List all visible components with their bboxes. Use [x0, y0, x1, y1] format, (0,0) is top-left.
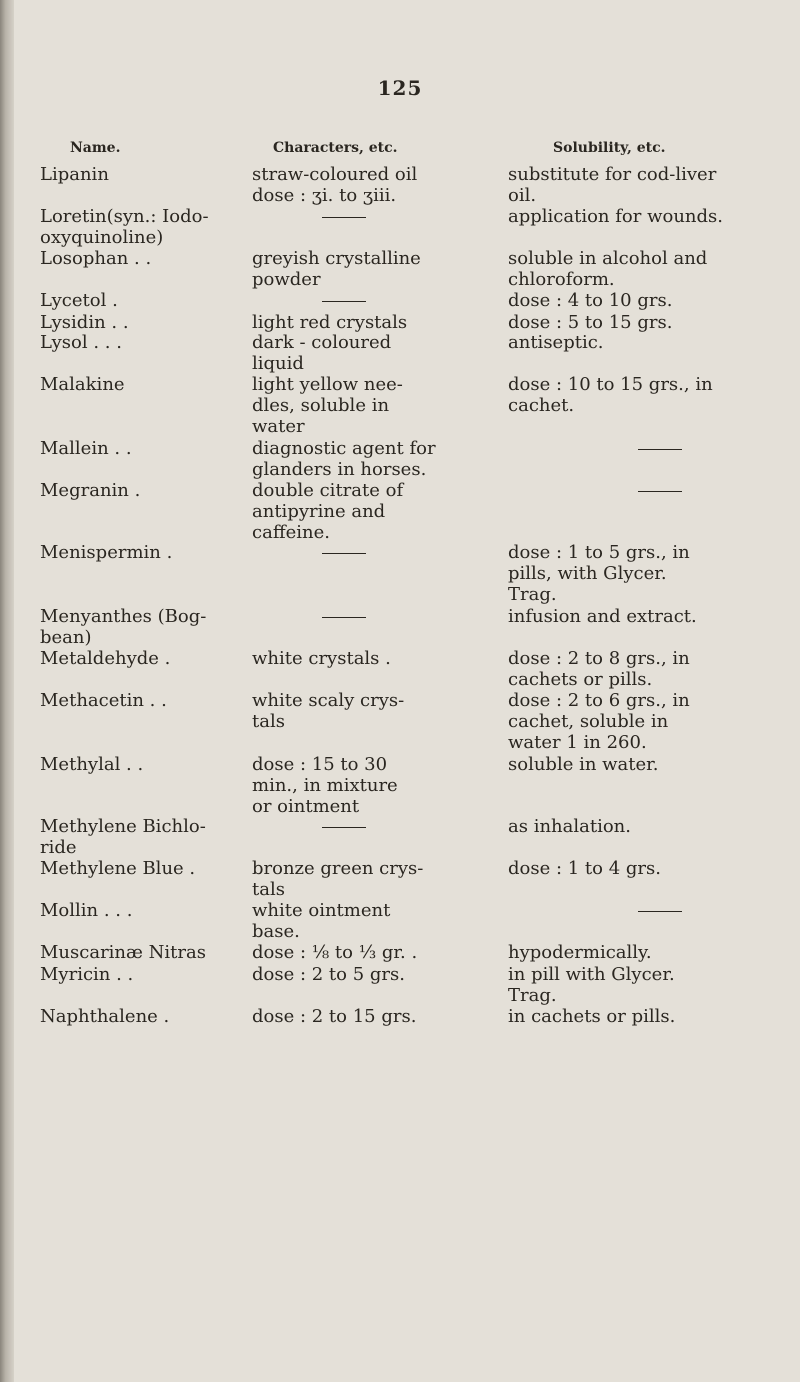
text-line: application for wounds. [508, 206, 723, 227]
drug-solubility [508, 312, 784, 333]
text-line: Megranin . [40, 480, 141, 501]
drug-name [40, 374, 262, 395]
drug-solubility [508, 542, 784, 605]
drug-characters [252, 438, 502, 480]
text-line [508, 438, 784, 459]
drug-solubility [508, 164, 784, 206]
drug-solubility [508, 858, 784, 879]
drug-characters [252, 248, 502, 290]
dash-rule [322, 617, 366, 618]
drug-solubility [508, 332, 784, 353]
drug-characters [252, 312, 502, 333]
header-solubility: Solubility, etc. [553, 140, 666, 156]
text-line: dose : 5 to 15 grs. [508, 312, 673, 333]
text-line: in pill with Glycer. [508, 964, 675, 985]
text-line: soluble in water. [508, 754, 659, 775]
text-line: dose : ⅛ to ⅓ gr. . [252, 942, 418, 963]
text-line: white ointment [252, 900, 391, 921]
text-line: diagnostic agent for [252, 438, 436, 459]
page-binding-edge [0, 0, 14, 1382]
text-line: dark - coloured [252, 332, 392, 353]
text-line: light yellow nee- [252, 374, 403, 395]
drug-solubility [508, 290, 784, 311]
header-name: Name. [70, 140, 121, 156]
text-line: Mollin . . . [40, 900, 133, 921]
drug-solubility [508, 438, 784, 459]
drug-solubility [508, 206, 784, 227]
text-line: dose : 10 to 15 grs., in [508, 374, 713, 395]
text-line: in cachets or pills. [508, 1006, 676, 1027]
text-line: light red crystals [252, 312, 408, 333]
drug-characters [252, 858, 502, 900]
drug-name [40, 648, 262, 669]
text-line: powder [252, 269, 321, 290]
text-line: min., in mixture [252, 775, 398, 796]
drug-characters [252, 290, 502, 311]
drug-name [40, 900, 262, 921]
text-line: dose : 2 to 8 grs., in [508, 648, 690, 669]
text-line: substitute for cod-liver [508, 164, 717, 185]
text-line [252, 606, 502, 627]
drug-name [40, 164, 262, 185]
text-line: oxyquinoline) [40, 227, 164, 248]
text-line [252, 542, 502, 563]
text-line: Methacetin . . [40, 690, 167, 711]
text-line: double citrate of [252, 480, 404, 501]
dash-rule [638, 911, 682, 912]
drug-solubility [508, 690, 784, 753]
text-line: Malakine [40, 374, 125, 395]
text-line: dose : 15 to 30 [252, 754, 388, 775]
drug-characters [252, 374, 502, 437]
text-line: or ointment [252, 796, 360, 817]
text-line: Trag. [508, 584, 557, 605]
text-line: Losophan . . [40, 248, 152, 269]
drug-solubility [508, 248, 784, 290]
drug-name [40, 206, 262, 248]
text-line: Myricin . . [40, 964, 134, 985]
text-line: Lysidin . . [40, 312, 129, 333]
drug-name [40, 438, 262, 459]
drug-solubility [508, 480, 784, 501]
text-line: cachet, soluble in [508, 711, 669, 732]
text-line: oil. [508, 185, 537, 206]
dash-rule [322, 217, 366, 218]
drug-name [40, 754, 262, 775]
drug-characters [252, 964, 502, 985]
drug-characters [252, 942, 502, 963]
text-line: cachet. [508, 395, 575, 416]
text-line: Muscarinæ Nitras [40, 942, 206, 963]
text-line: hypodermically. [508, 942, 652, 963]
drug-characters [252, 164, 502, 206]
text-line: tals [252, 879, 285, 900]
text-line: soluble in alcohol and [508, 248, 708, 269]
text-line: dose : 1 to 4 grs. [508, 858, 661, 879]
drug-characters [252, 754, 502, 817]
text-line: antiseptic. [508, 332, 604, 353]
text-line: Methylal . . [40, 754, 144, 775]
text-line: antipyrine and [252, 501, 386, 522]
text-line: Lycetol . [40, 290, 118, 311]
text-line: bean) [40, 627, 92, 648]
text-line: Menispermin . [40, 542, 173, 563]
drug-name [40, 858, 262, 879]
dash-rule [638, 449, 682, 450]
text-line [252, 290, 502, 311]
drug-solubility [508, 816, 784, 837]
text-line [252, 206, 502, 227]
text-line: greyish crystalline [252, 248, 421, 269]
text-line [252, 816, 502, 837]
text-line: dose : 2 to 6 grs., in [508, 690, 690, 711]
header-characters: Characters, etc. [273, 140, 398, 156]
text-line: Metaldehyde . [40, 648, 171, 669]
drug-name [40, 942, 262, 963]
text-line: cachets or pills. [508, 669, 653, 690]
drug-name [40, 606, 262, 648]
text-line: infusion and extract. [508, 606, 697, 627]
drug-name [40, 290, 262, 311]
dash-rule [322, 553, 366, 554]
text-line: dose : 2 to 5 grs. [252, 964, 405, 985]
drug-solubility [508, 1006, 784, 1027]
text-line: Loretin(syn.: Iodo- [40, 206, 209, 227]
drug-solubility [508, 942, 784, 963]
text-line: white scaly crys- [252, 690, 405, 711]
text-line: Naphthalene . [40, 1006, 170, 1027]
dash-rule [322, 827, 366, 828]
text-line: dose : 2 to 15 grs. [252, 1006, 417, 1027]
drug-characters [252, 206, 502, 227]
drug-solubility [508, 648, 784, 690]
text-line [508, 900, 784, 921]
drug-name [40, 690, 262, 711]
text-line: caffeine. [252, 522, 330, 543]
drug-characters [252, 332, 502, 374]
dash-rule [638, 491, 682, 492]
text-line: Methylene Blue . [40, 858, 196, 879]
text-line: white crystals . [252, 648, 391, 669]
text-line: dose : ʒi. to ʒiii. [252, 185, 397, 206]
text-line: dose : 1 to 5 grs., in [508, 542, 690, 563]
drug-name [40, 816, 262, 858]
text-line: chloroform. [508, 269, 615, 290]
text-line: bronze green crys- [252, 858, 424, 879]
drug-characters [252, 606, 502, 627]
drug-name [40, 312, 262, 333]
drug-name [40, 1006, 262, 1027]
drug-characters [252, 900, 502, 942]
drug-name [40, 480, 262, 501]
drug-solubility [508, 754, 784, 775]
drug-solubility [508, 900, 784, 921]
text-line: Lysol . . . [40, 332, 122, 353]
text-line: Mallein . . [40, 438, 132, 459]
text-line: tals [252, 711, 285, 732]
drug-characters [252, 690, 502, 732]
drug-characters [252, 542, 502, 563]
text-line: dose : 4 to 10 grs. [508, 290, 673, 311]
drug-characters [252, 816, 502, 837]
drug-characters [252, 1006, 502, 1027]
text-line: Lipanin [40, 164, 109, 185]
text-line: liquid [252, 353, 304, 374]
drug-characters [252, 480, 502, 543]
text-line: Menyanthes (Bog- [40, 606, 207, 627]
text-line: water 1 in 260. [508, 732, 647, 753]
drug-name [40, 542, 262, 563]
drug-name [40, 248, 262, 269]
drug-solubility [508, 606, 784, 627]
text-line: glanders in horses. [252, 459, 427, 480]
text-line [508, 480, 784, 501]
dash-rule [322, 301, 366, 302]
text-line: Methylene Bichlo- [40, 816, 206, 837]
text-line: Trag. [508, 985, 557, 1006]
page-number: 125 [377, 76, 423, 100]
text-line: straw-coloured oil [252, 164, 418, 185]
drug-name [40, 332, 262, 353]
drug-characters [252, 648, 502, 669]
text-line: water [252, 416, 305, 437]
drug-solubility [508, 374, 784, 416]
text-line: ride [40, 837, 77, 858]
drug-solubility [508, 964, 784, 1006]
drug-name [40, 964, 262, 985]
text-line: as inhalation. [508, 816, 631, 837]
text-line: base. [252, 921, 300, 942]
text-line: pills, with Glycer. [508, 563, 667, 584]
text-line: dles, soluble in [252, 395, 390, 416]
